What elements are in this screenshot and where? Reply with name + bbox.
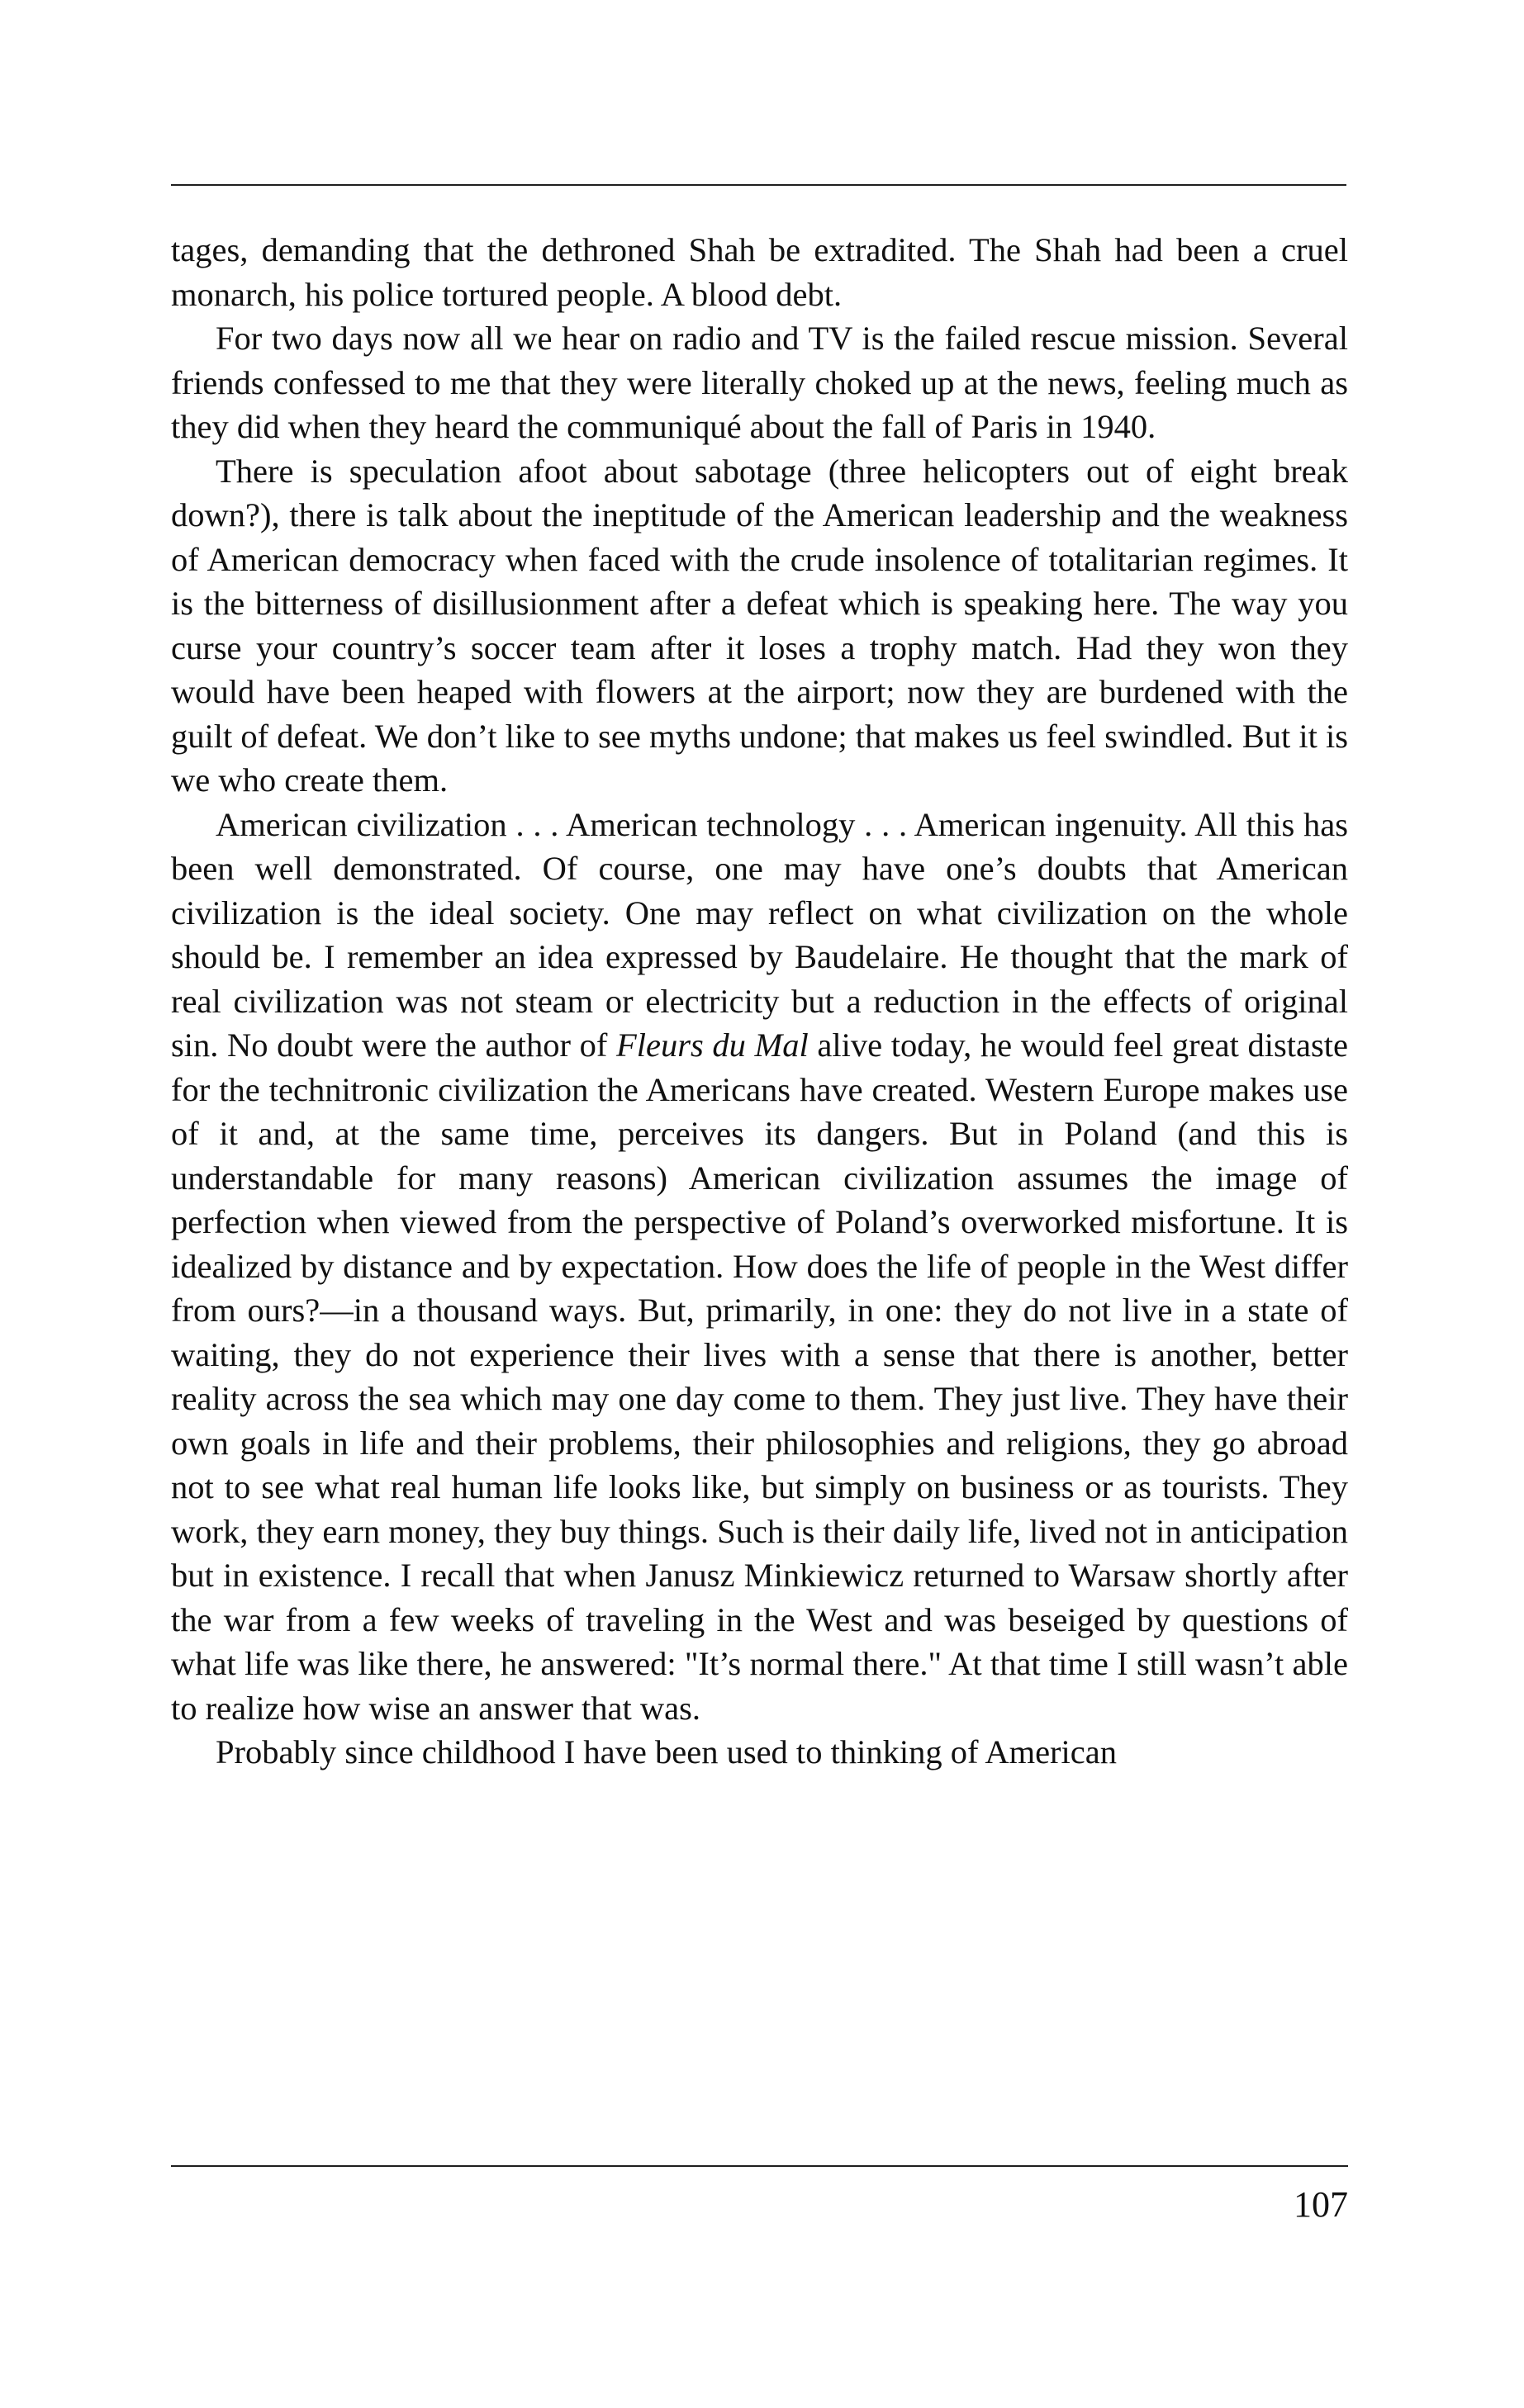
paragraph-text: alive today, he would feel great distaste for the technitronic civilization the Americans have created. Western Europe makes use of it and, at the same time, perceives its dangers. But in Poland (and this is understandable for many reasons) American civilization assumes the image of perfection when viewed from the perspective of Poland’s overworked misfortune. It is idealized by distance and by expectation. How does the life of people in the West differ from ours?—in a thousand ways. But, primarily, in one: they do not live in a state of waiting, they do not experience their lives with a sense that there is another, better reality across the sea which may one day come to them. They just live. They have their own goals in life and their problems, their philosophies and religions, they go abroad not to see what real human life looks like, but simply on business or as tourists. They work, they earn money, they buy things. Such is their daily life, lived not in anticipation but in existence. I recall that when Janusz Minkiewicz returned to Warsaw shortly after the war from a few weeks of traveling in the West and was beseiged by questions of what life was like there, he answered: "It’s normal there." At that time I still wasn’t able to realize how wise an answer that was. [171, 1026, 1348, 1727]
paragraph-continuation: tages, demanding that the dethroned Shah be extradited. The Shah had been a cruel monarch, his police tortured people. A blood debt. [171, 231, 1348, 313]
paragraph-childhood: Probably since childhood I have been used to thinking of American [216, 1733, 1117, 1770]
paragraph-rescue-mission: For two days now all we hear on radio and TV is the failed rescue mission. Several friends confessed to me that they were literally choked up at the news, feeling much as they did when they heard the communiqué about the fall of Paris in 1940. [171, 320, 1348, 445]
body-text [171, 228, 1348, 1775]
paragraph-american-civilization [171, 803, 1348, 1731]
footer-rule [171, 2165, 1348, 2167]
paragraph-sabotage: There is speculation afoot about sabotage (three helicopters out of eight break down?), there is talk about the ineptitude of the American leadership and the weakness of American democracy when faced with the crude insolence of totalitarian regimes. It is the bitterness of disillusionment after a defeat which is speaking here. The way you curse your country’s soccer team after it loses a trophy match. Had they won they would have been heaped with flowers at the airport; now they are burdened with the guilt of defeat. We don’t like to see myths undone; that makes us feel swindled. But it is we who create them. [171, 452, 1348, 799]
paragraph-text: American civilization . . . American technology . . . American ingenuity. All this has been well demonstrated. Of course, one may have one’s doubts that American civilization is the ideal society. One may reflect on what civilization on the whole should be. I remember an idea expressed by Baudelaire. He thought that the mark of real civilization was not steam or electricity but a reduction in the effects of original sin. No doubt were the author of [171, 805, 1348, 1064]
page-number: 107 [1294, 2184, 1348, 2225]
book-title-italic: Fleurs du Mal [615, 1026, 809, 1064]
header-rule [171, 184, 1346, 186]
